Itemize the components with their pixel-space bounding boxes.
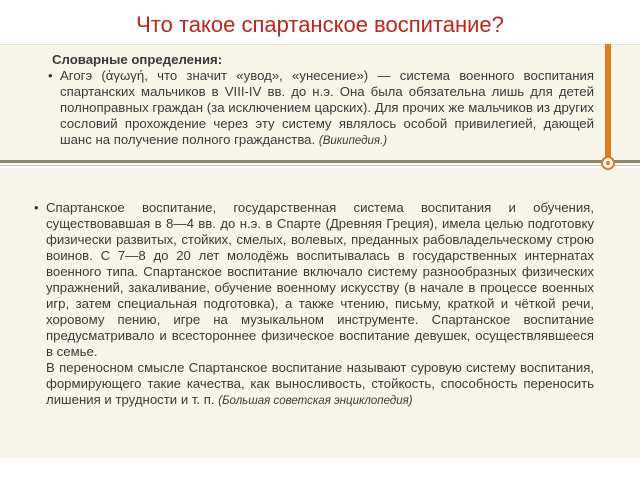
definition-text: Спартанское воспитание, государственная система воспитания и обучения, существовавшая в 8—4 вв. до н.э. в Спарте (Древняя Греция), имела целью подготовку физически развитых, стойких, смелых, волевых, преданных рабовладельческому строю воинов. С 7—8 до 20 лет молодёжь воспитывалась в государственных интернатах военного типа. Спартанское воспитание включало систему разнообразных физических упражнений, закаливание, обучение военному искусству (в начале в процессе военных игр, затем специальная подготовка), а также чтению, письму, краткой и чёткой речи, хоровому пению, игре на музыкальном инструменте. Спартанское воспитание предусматривало и всестороннее физическое воспитание девушек, осуществлявшееся в семье.	[46, 200, 594, 359]
definition-item	[48, 68, 594, 149]
definitions-heading: Словарные определения:	[52, 52, 223, 67]
divider-rule	[0, 160, 640, 163]
figurative-paragraph	[34, 360, 594, 409]
bullet-icon: •	[48, 68, 53, 83]
slide-title: Что такое спартанское воспитание?	[136, 12, 504, 37]
citation: (Википедия.)	[318, 135, 388, 147]
definition-item	[34, 200, 594, 360]
bullet-icon: •	[34, 200, 39, 215]
figurative-text: В переносном смысле Спартанское воспитание называют суровую систему воспитания, формирующего такие качества, как выносливость, стойкость, способность переносить лишения и трудности и т. п.	[46, 360, 594, 407]
divider-rule-thin	[0, 165, 640, 166]
dictionary-definitions	[48, 52, 594, 149]
definition-paragraph	[60, 68, 594, 149]
definition-text: Агогэ (ἀγωγή, что значит «увод», «унесение») — система военного воспитания спартанских мальчиков в VIII-IV вв. до н.э. Она была обязательна лишь для детей полноправных граждан (за исключением царских). Для прочих же мальчиков из других сословий прохождение через эту систему являлось особой привилегией, дающей шанс на получение полного гражданства.	[60, 68, 594, 147]
citation: (Большая советская энциклопедия)	[218, 395, 413, 407]
accent-circle-icon	[601, 156, 615, 170]
accent-line	[605, 44, 611, 167]
encyclopedia-definition	[34, 200, 594, 409]
